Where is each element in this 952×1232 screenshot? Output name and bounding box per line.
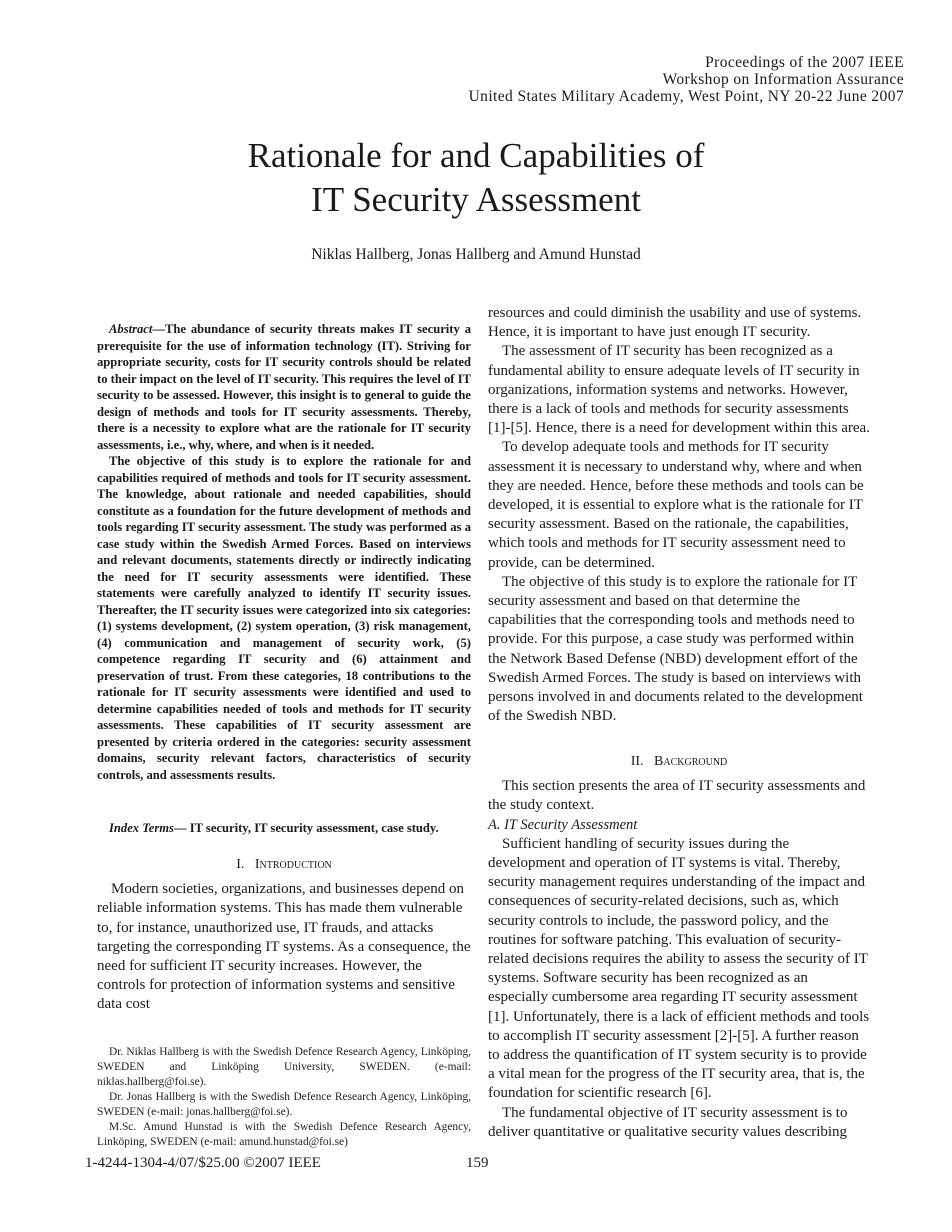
footnote-3: M.Sc. Amund Hunstad is with the Swedish Defence Research Agency, Linköping, SWEDEN (e-mail: amund.hunstad@foi.se) (97, 1121, 471, 1148)
proceedings-line-1: Proceedings of the 2007 IEEE (705, 54, 904, 71)
index-terms-label: Index Terms (109, 821, 174, 835)
abstract-paragraph-2: The objective of this study is to explore the rationale for and capabilities required of methods and tools for IT security assessment. The knowledge, about rationale and needed capabilities, should constitute as a foundation for the future development of methods and tools regarding IT security assessment. The study was performed as a case study within the Swedish Armed Forces. Based on interviews and relevant documents, statements directly or indirectly indicating the need for IT security assessments were identified. These statements were carefully analyzed to identify IT security issues. Thereafter, the IT security issues were categorized into six categories: (1) systems development, (2) system operation, (3) risk management, (4) communication and management of security work, (5) competence regarding IT security and (6) attainment and preservation of trust. From these categories, 18 contributions to the rationale for IT security assessments were identified and used to determine capabilities needed of tools and methods for IT security assessments. These capabilities of IT security assessment are presented by criteria ordered in the categories: security assessment domains, security relevant factors, characteristics of security controls, and assessments results. (97, 454, 471, 782)
section-number: I. (236, 857, 245, 872)
right-column-intro-continued (488, 304, 870, 726)
introduction-section (97, 855, 471, 1015)
abstract-paragraph-1 (97, 321, 471, 453)
proceedings-line-2: Workshop on Information Assurance (662, 71, 904, 88)
abstract (97, 321, 471, 783)
section-title: Background (654, 754, 728, 769)
page-number: 159 (466, 1155, 489, 1171)
proceedings-line-3: United States Military Academy, West Point, NY 20-22 June 2007 (468, 88, 904, 105)
introduction-paragraph-1: Modern societies, organizations, and businesses depend on reliable information systems. This has made them vulnerable to, for instance, unauthorized use, IT frauds, and attacks targeting the corresponding IT systems. As a consequence, the need for sufficient IT security increases. However, the controls for protection of information systems and sensitive data cost (97, 881, 471, 1013)
section-heading-background (488, 752, 870, 771)
paragraph-assessment: The assessment of IT security has been recognized as a fundamental ability to ensure adequate levels of IT security in organizations, information systems and networks. However, there is a lack of tools and methods for security assessments [1]-[5]. Hence, there is a need for development within this area. (488, 343, 870, 437)
abstract-label: Abstract (109, 322, 153, 336)
abstract-text-1: —The abundance of security threats makes IT security a prerequisite for the use of information technology (IT). Striving for appropriate security, costs for IT security controls should be related to their impact on the level of IT security. This requires the level of IT security to be assessed. However, this insight is to general to guide the design of methods and tools for IT security assessments. Thereby, there is a necessity to explore what are the rationale for IT security assessments, i.e., why, where, and when is it needed. (97, 322, 471, 452)
background-paragraph-2: Sufficient handling of security issues during the development and operation of IT systems is vital. Thereby, security management requires understanding of the impact and consequences of security-related decisions, such as, which security controls to include, the password policy, and the routines for software patching. This evaluation of security-related decisions requires the ability to assess the security of IT systems. Software security has been recognized as an especially cumbersome area regarding IT security assessment [1]. Unfortunately, there is a lack of efficient methods and tools to accomplish IT security assessment [2]-[5]. A further reason to address the quantification of IT system security is to provide a vital mean for the progress of the IT security area, that is, the foundation for scientific research [6]. (488, 835, 870, 1102)
section-title: Introduction (254, 857, 332, 872)
background-paragraph-1: This section presents the area of IT security assessments and the study context. (488, 778, 866, 814)
paragraph-continuation: resources and could diminish the usability and use of systems. Hence, it is important to have just enough IT security. (488, 305, 862, 341)
proceedings-header (469, 54, 904, 105)
title-line-1: Rationale for and Capabilities of (247, 136, 705, 175)
section-number: II. (630, 754, 644, 769)
author-footnotes (97, 1045, 471, 1150)
paper-title (0, 134, 952, 222)
footnote-2: Dr. Jonas Hallberg is with the Swedish Defence Research Agency, Linköping, SWEDEN (e-mail: jonas.hallberg@foi.se). (97, 1091, 471, 1118)
title-line-2: IT Security Assessment (311, 180, 641, 219)
index-terms (97, 821, 471, 836)
author-list: Niklas Hallberg, Jonas Hallberg and Amund Hunstad (311, 246, 641, 263)
section-heading-introduction (97, 855, 471, 874)
background-paragraph-3: The fundamental objective of IT security assessment is to deliver quantitative or qualitative security values describing (488, 1104, 848, 1140)
copyright-notice: 1-4244-1304-4/07/$25.00 ©2007 IEEE (85, 1155, 321, 1171)
paragraph-develop-tools: To develop adequate tools and methods for IT security assessment it is necessary to understand why, where and when they are needed. Hence, before these methods and tools can be developed, it is essential to explore what is the rationale for IT security assessment. Based on the rationale, the capabilities, which tools and methods for IT security assessment need to provide, can be determined. (488, 439, 864, 571)
index-terms-text: — IT security, IT security assessment, case study. (173, 821, 439, 835)
subsection-heading: A. IT Security Assessment (488, 816, 638, 833)
paragraph-objective: The objective of this study is to explore the rationale for IT security assessment and based on that determine the capabilities that the corresponding tools and methods need to provide. For this purpose, a case study was performed within the Network Based Defense (NBD) development effort of the Swedish Armed Forces. The study is based on interviews with persons involved in and documents related to the development of the Swedish NBD. (488, 573, 863, 725)
footnote-1: Dr. Niklas Hallberg is with the Swedish Defence Research Agency, Linköping, SWEDEN and Linköping University, SWEDEN. (e-mail: niklas.hallberg@foi.se). (97, 1046, 471, 1088)
background-section (488, 752, 870, 1142)
